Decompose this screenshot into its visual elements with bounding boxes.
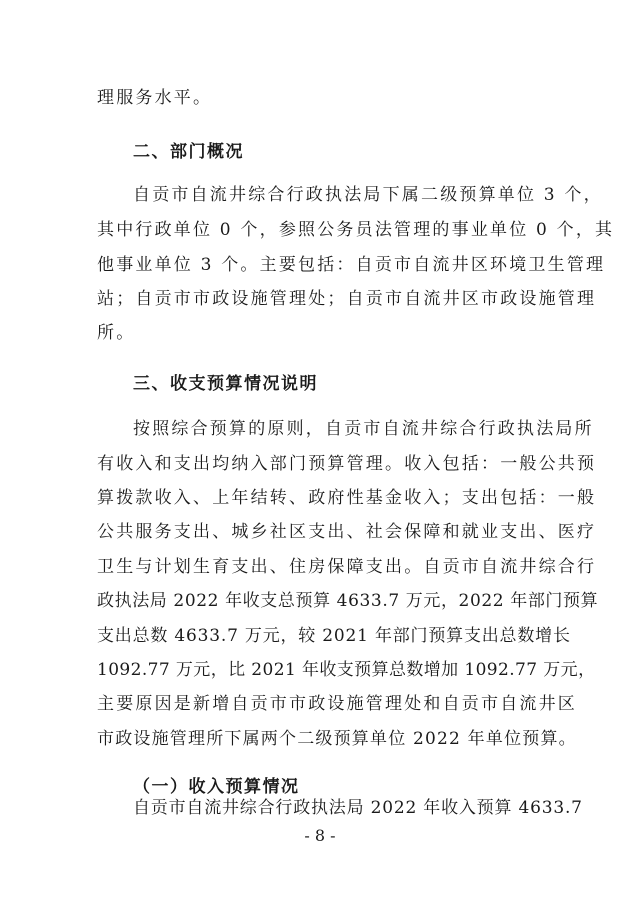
subsection-heading-income-budget: （一）收入预算情况 <box>133 777 300 797</box>
paragraph-line: 自贡市自流井综合行政执法局 2022 年收入预算 4633.7 <box>133 798 583 818</box>
paragraph-line: 自贡市自流井综合行政执法局下属二级预算单位 3 个， <box>133 185 603 205</box>
paragraph-line: 按照综合预算的原则，自贡市自流井综合行政执法局所 <box>133 419 594 439</box>
paragraph-line: 政执法局 2022 年收支总预算 4633.7 万元，2022 年部门预算 <box>97 591 599 611</box>
paragraph-line: 他事业单位 3 个。主要包括：自贡市自流井区环境卫生管理 <box>97 255 606 275</box>
intro-tail-text: 理服务水平。 <box>97 88 213 108</box>
paragraph-line: 卫生与计划生育支出、住房保障支出。自贡市自流井综合行 <box>97 557 597 577</box>
paragraph-line: 其中行政单位 0 个，参照公务员法管理的事业单位 0 个，其 <box>97 220 615 240</box>
paragraph-line: 有收入和支出均纳入部门预算管理。收入包括：一般公共预 <box>97 454 597 474</box>
paragraph-line: 1092.77 万元，比 2021 年收支预算总数增加 1092.77 万元， <box>97 660 596 680</box>
page-number: - 8 - <box>304 826 336 845</box>
paragraph-line: 支出总数 4633.7 万元，较 2021 年部门预算支出总数增长 <box>97 626 571 646</box>
section-heading-budget-explanation: 三、收支预算情况说明 <box>133 374 318 394</box>
paragraph-line: 公共服务支出、城乡社区支出、社会保障和就业支出、医疗 <box>97 522 597 542</box>
paragraph-line: 市政设施管理所下属两个二级预算单位 2022 年单位预算。 <box>97 729 577 749</box>
section-heading-department-overview: 二、部门概况 <box>133 142 244 162</box>
paragraph-line: 站；自贡市市政设施管理处；自贡市自流井区市政设施管理 <box>97 289 597 309</box>
paragraph-line: 所。 <box>97 323 136 343</box>
paragraph-line: 算拨款收入、上年结转、政府性基金收入；支出包括：一般 <box>97 488 597 508</box>
paragraph-line: 主要原因是新增自贡市市政设施管理处和自贡市自流井区 <box>97 694 577 714</box>
